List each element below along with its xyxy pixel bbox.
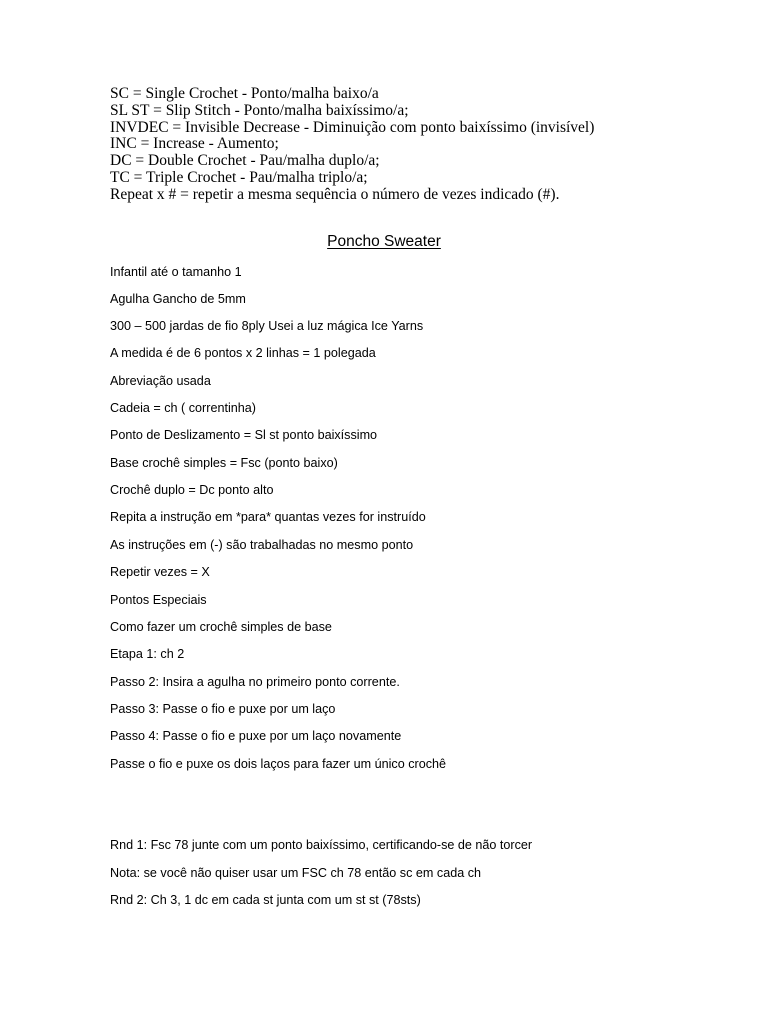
round-1: Rnd 1: Fsc 78 junte com um ponto baixíssimo, certificando-se de não torcer [110, 838, 533, 852]
abbreviation-inc: INC = Increase - Aumento; [110, 135, 279, 153]
document-title: Poncho Sweater [327, 233, 441, 250]
round-2: Rnd 2: Ch 3, 1 dc em cada st junta com um st st (78sts) [110, 893, 421, 907]
round-1-note: Nota: se você não quiser usar um FSC ch 78 então sc em cada ch [110, 866, 482, 880]
abbreviation-dc-pt: Crochê duplo = Dc ponto alto [110, 483, 274, 497]
abbreviations-list [110, 86, 710, 204]
step-2: Passo 2: Insira a agulha no primeiro ponto corrente. [110, 675, 400, 689]
abbreviation-ch: Cadeia = ch ( correntinha) [110, 401, 256, 415]
fsc-howto-heading: Como fazer um crochê simples de base [110, 620, 332, 634]
abbreviation-invdec: INVDEC = Invisible Decrease - Diminuição com ponto baixíssimo (invisível) [110, 118, 595, 136]
step-1: Etapa 1: ch 2 [110, 647, 185, 661]
abbreviation-repeat: Repeat x # = repetir a mesma sequência o número de vezes indicado (#). [110, 185, 560, 203]
special-stitches-heading: Pontos Especiais [110, 593, 207, 607]
gauge-line: A medida é de 6 pontos x 2 linhas = 1 polegada [110, 346, 376, 360]
same-stitch-instruction: As instruções em (-) são trabalhadas no mesmo ponto [110, 538, 414, 552]
repeat-instruction: Repita a instrução em *para* quantas vezes for instruído [110, 510, 426, 524]
step-3: Passo 3: Passe o fio e puxe por um laço [110, 702, 336, 716]
abbreviation-sl-st-pt: Ponto de Deslizamento = Sl st ponto baixíssimo [110, 428, 378, 442]
abbreviation-heading: Abreviação usada [110, 374, 211, 388]
step-5: Passe o fio e puxe os dois laços para fazer um único crochê [110, 757, 447, 771]
abbreviation-fsc: Base crochê simples = Fsc (ponto baixo) [110, 456, 338, 470]
yarn-line: 300 – 500 jardas de fio 8ply Usei a luz mágica Ice Yarns [110, 319, 424, 333]
abbreviation-tc: TC = Triple Crochet - Pau/malha triplo/a; [110, 168, 368, 186]
repeat-times-line: Repetir vezes = X [110, 565, 210, 579]
abbreviation-sc: SC = Single Crochet - Ponto/malha baixo/a [110, 85, 379, 102]
abbreviation-dc: DC = Double Crochet - Pau/malha duplo/a; [110, 152, 380, 170]
step-4: Passo 4: Passe o fio e puxe por um laço novamente [110, 729, 402, 743]
hook-line: Agulha Gancho de 5mm [110, 292, 246, 306]
abbreviation-sl-st: SL ST = Slip Stitch - Ponto/malha baixíssimo/a; [110, 101, 409, 119]
size-line: Infantil até o tamanho 1 [110, 265, 242, 279]
